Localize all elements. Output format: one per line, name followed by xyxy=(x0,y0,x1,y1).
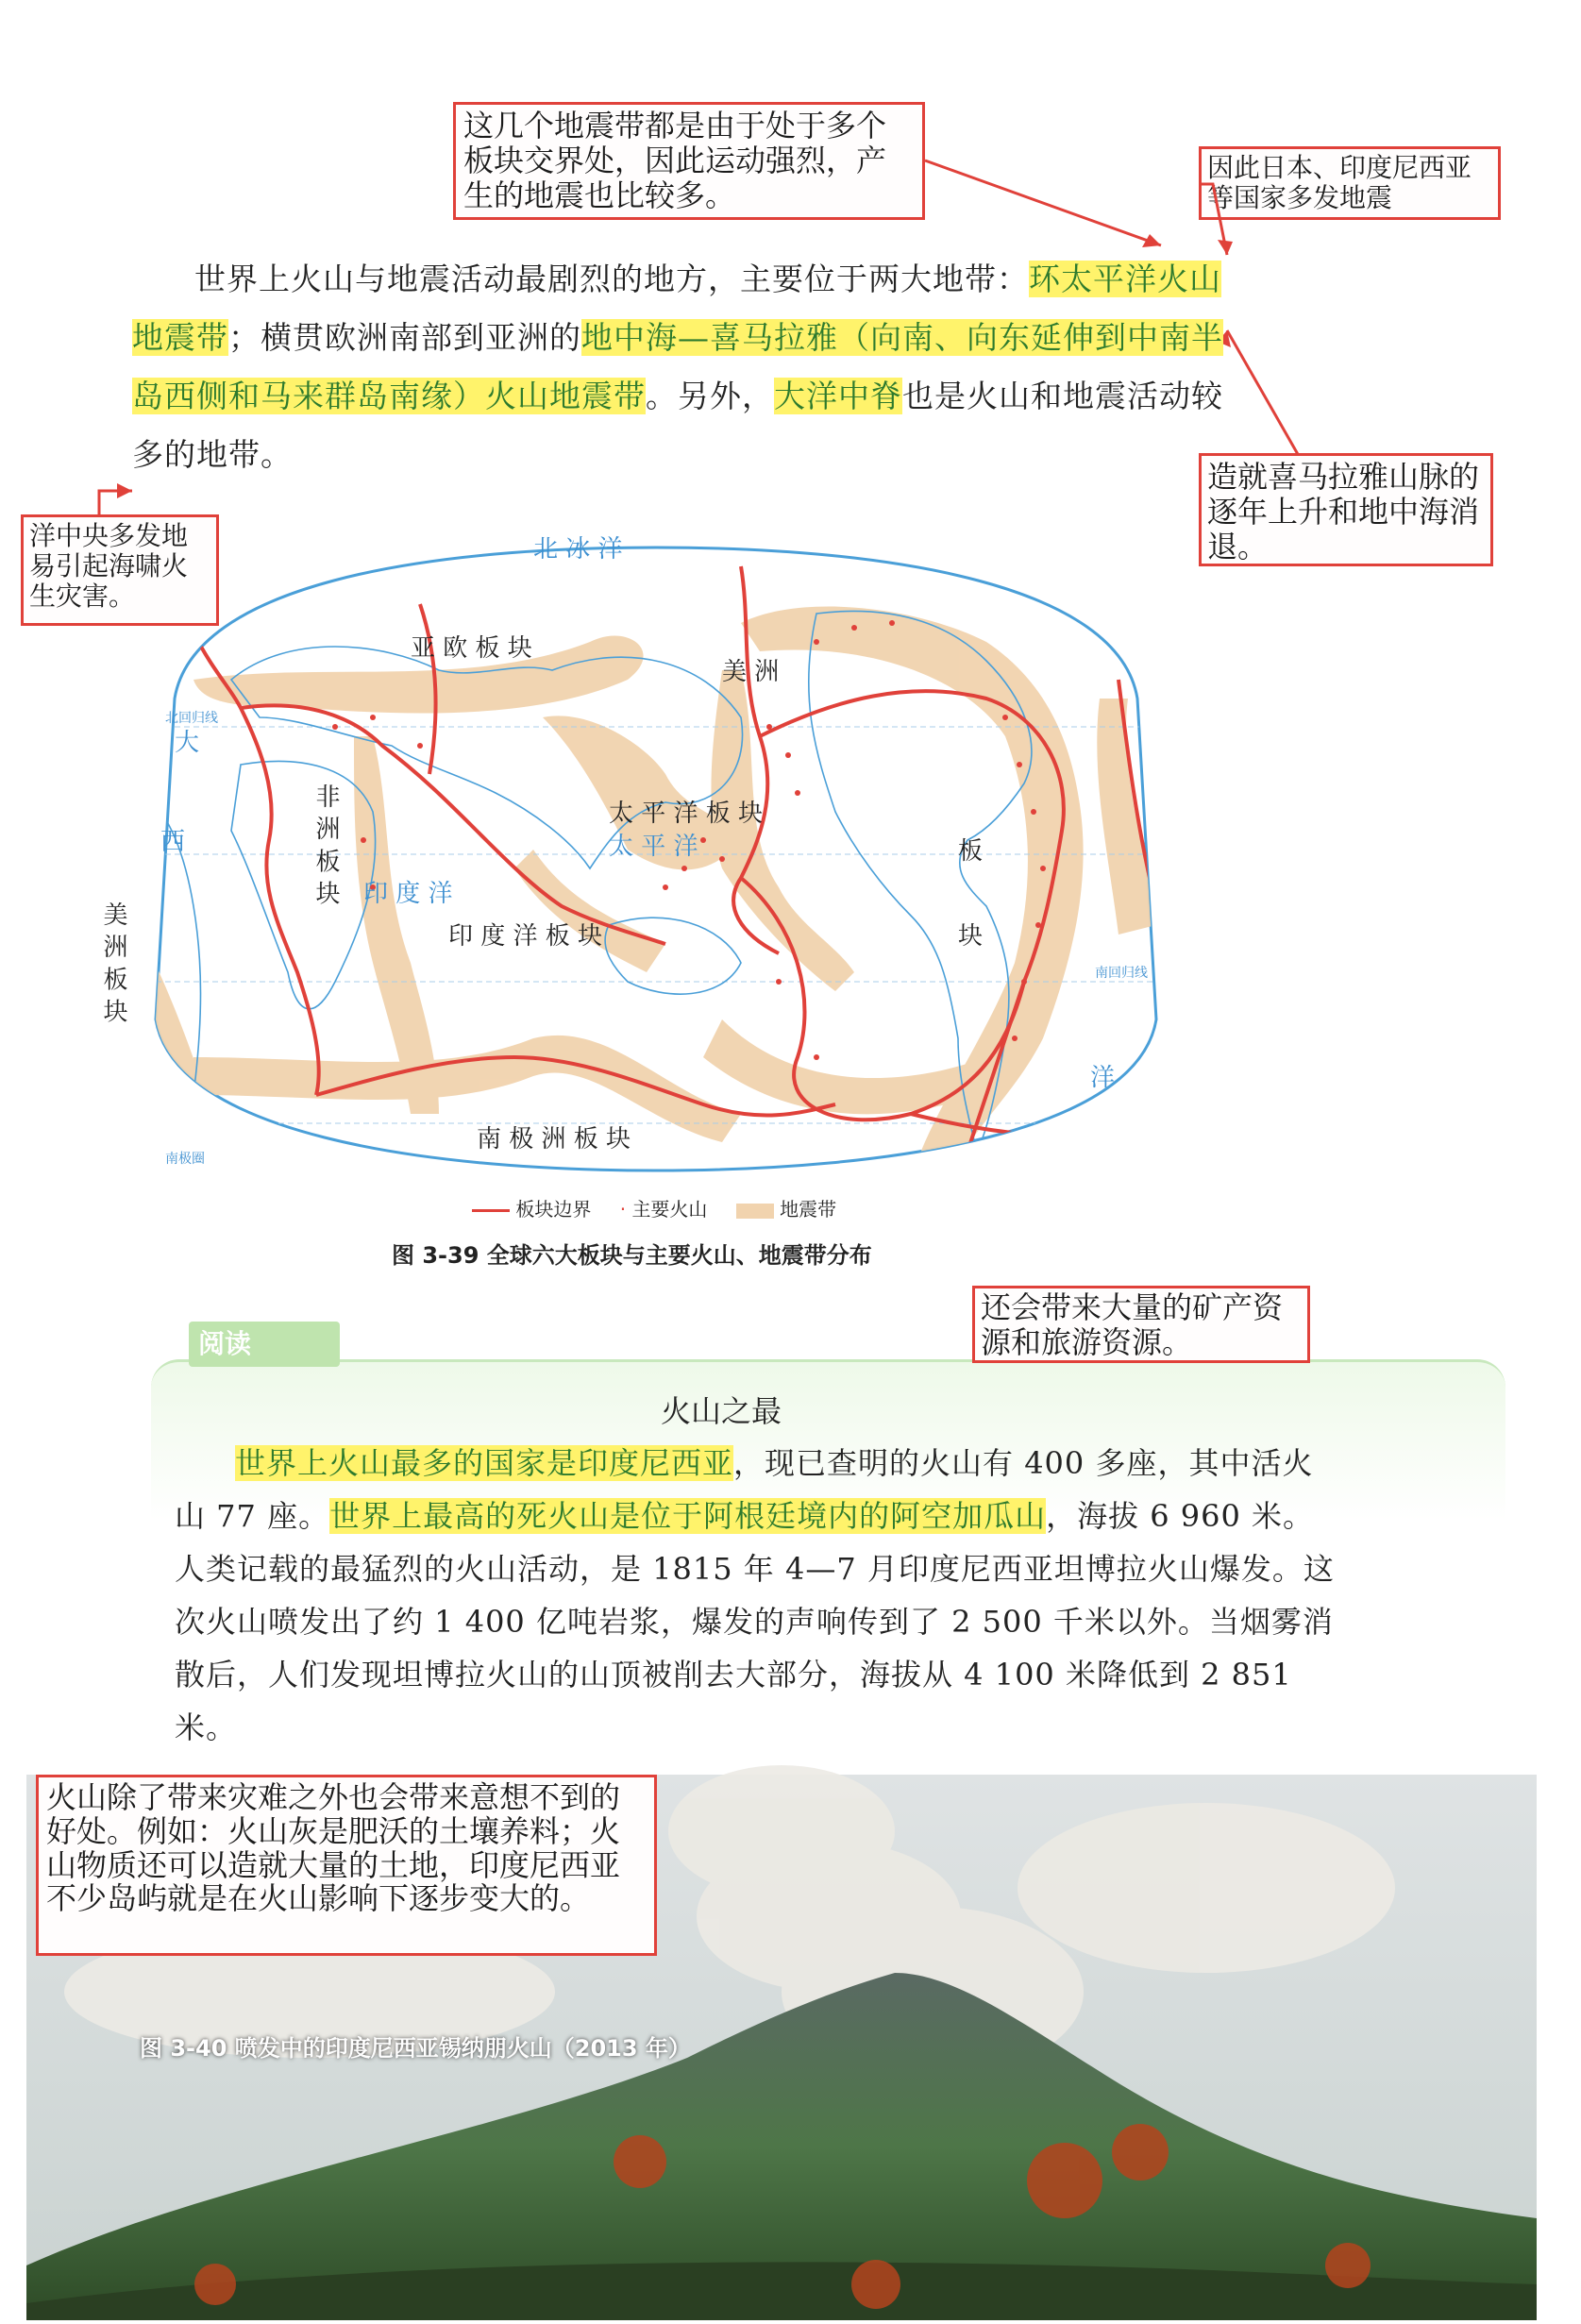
legend-boundary-label: 板块边界 xyxy=(515,1198,592,1221)
label-ocean-yang: 洋 xyxy=(1090,1064,1116,1092)
label-africa-plate: 非 洲 板 块 xyxy=(311,783,340,905)
legend-zone-swatch xyxy=(736,1204,774,1219)
annotation-text: 造就喜马拉雅山脉的逐年上升和地中海消退。 xyxy=(1207,459,1480,564)
text-segment: ，现已查明的火山有 400 多座，其中活火山 77 座。 xyxy=(175,1445,1314,1534)
annotation-text: 洋中央多发地易引起海啸火生灾害。 xyxy=(29,520,189,613)
highlight-pacific-belt: 环太平洋火山地震带 xyxy=(132,261,1221,356)
photo-caption: 图 3-40 喷发中的印度尼西亚锡纳朋火山（2013 年） xyxy=(140,2035,691,2062)
annotation-text: 因此日本、印度尼西亚等国家多发地震 xyxy=(1207,152,1472,214)
map-legend xyxy=(472,1194,836,1221)
figure-caption: 图 3-39 全球六大板块与主要火山、地震带分布 xyxy=(392,1242,872,1269)
label-tropic-cancer: 北回归线 xyxy=(165,711,218,726)
label-america-left: 美 洲 板 块 xyxy=(99,901,127,1023)
label-antarctic-plate: 南 极 洲 板 块 xyxy=(477,1125,631,1154)
text-segment: 也是火山和地震活动较多的地带。 xyxy=(132,378,1223,473)
label-pacific-ocean: 太 平 洋 xyxy=(609,833,698,861)
highlight-aconcagua: 世界上最高的死火山是位于阿根廷境内的阿空加瓜山 xyxy=(329,1498,1047,1534)
annotation-right-reading xyxy=(972,1286,1310,1363)
reading-paragraph xyxy=(175,1437,1336,1754)
legend-volcano-label: 主要火山 xyxy=(631,1198,708,1221)
main-paragraph xyxy=(132,250,1236,484)
label-america-plate-ban: 板 xyxy=(958,837,984,866)
label-tropic-capricorn: 南回归线 xyxy=(1095,966,1148,981)
label-atlantic-west: 西 xyxy=(160,828,186,856)
legend-boundary-swatch xyxy=(472,1209,510,1212)
text-segment: 世界上火山与地震活动最剧烈的地方，主要位于两大地带： xyxy=(194,261,1029,297)
reading-tag-label: 阅读 xyxy=(198,1328,252,1359)
label-pacific-plate: 太 平 洋 板 块 xyxy=(609,800,764,828)
label-america-north: 美 洲 xyxy=(722,658,780,686)
label-indian-ocean: 印 度 洋 xyxy=(363,880,453,908)
legend-zone-label: 地震带 xyxy=(780,1198,837,1221)
label-arctic-ocean: 北 冰 洋 xyxy=(533,535,623,564)
highlight-mediterranean-belt: 地中海—喜马拉雅（向南、向东延伸到中南半岛西侧和马来群岛南缘）火山地震带 xyxy=(132,319,1223,414)
label-eurasia-plate: 亚 欧 板 块 xyxy=(411,634,532,663)
legend-volcano-swatch: · xyxy=(619,1198,627,1221)
label-indian-plate: 印 度 洋 板 块 xyxy=(448,922,603,951)
text-segment: ，海拔 6 960 米。人类记载的最猛烈的火山活动，是 1815 年 4—7 月印度尼西亚坦博拉火山爆发。这次火山喷发出了约 1 400 亿吨岩浆，爆发的声响传到了 2 500 千米以外。当烟雾消散后，人们发现坦博拉火山的山顶被削去大部分，海拔从 4 100 米降低到 2 851 米。 xyxy=(175,1498,1335,1745)
annotation-text: 这几个地震带都是由于处于多个板块交界处，因此运动强烈，产生的地震也比较多。 xyxy=(463,108,887,213)
text-segment: 。另外， xyxy=(646,378,774,414)
reading-tag xyxy=(189,1322,340,1367)
label-atlantic-east: 大 xyxy=(175,729,200,757)
reading-title: 火山之最 xyxy=(661,1393,782,1429)
highlight-ocean-ridge: 大洋中脊 xyxy=(774,378,902,414)
annotation-text: 火山除了带来灾难之外也会带来意想不到的好处。例如：火山灰是肥沃的土壤养料；火山物质还可以造就大量的土地，印度尼西亚不少岛屿就是在火山影响下逐步变大的。 xyxy=(46,1779,621,1917)
annotation-right-middle xyxy=(1199,453,1493,566)
annotation-text: 还会带来大量的矿产资源和旅游资源。 xyxy=(981,1289,1284,1360)
highlight-indonesia: 世界上火山最多的国家是印度尼西亚 xyxy=(235,1445,734,1481)
annotation-left-bottom xyxy=(36,1775,657,1956)
label-antarctic-circle: 南极圈 xyxy=(165,1152,205,1167)
text-segment: ；横贯欧洲南部到亚洲的 xyxy=(228,319,581,356)
label-america-plate-kuai: 块 xyxy=(958,922,984,951)
